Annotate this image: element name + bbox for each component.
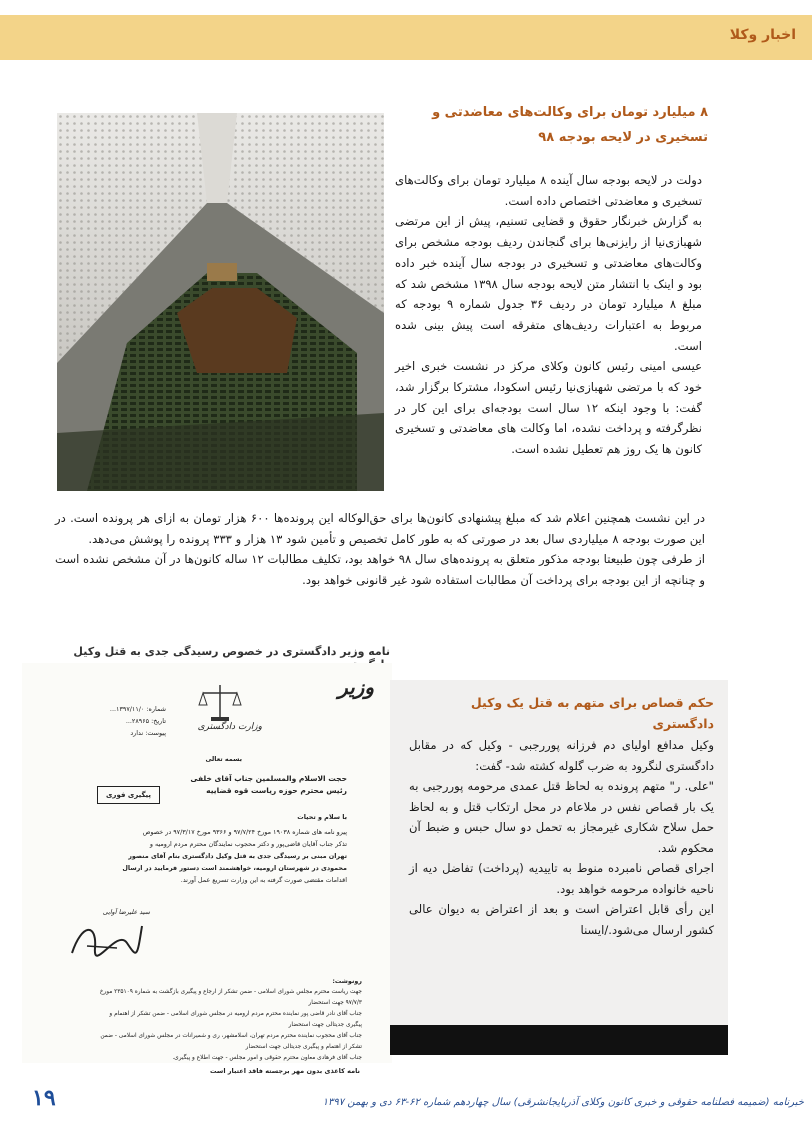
letter-footer-note: نامه کاغذی بدون مهر برجسته فاقد اعتبار است <box>210 1067 360 1075</box>
letter-number: شماره: ۱۳۹۷/۱۱/۰... <box>109 705 166 713</box>
article-paragraph: از طرفی چون طبیعتا بودجه مذکور متعلق به پرونده‌های سال ۹۸ خواهد بود، تکلیف مطالبات ۱۲ ساله کانون‌ها در آن مشخص نشده است و چنانچه از این بودجه برای پرداخت آن مطالبات استفاده شود غیر قانونی خواهد بود. <box>55 552 705 587</box>
signature-mark <box>67 918 147 963</box>
article-fullwidth-body <box>55 508 705 590</box>
article-paragraph: دولت در لایحه بودجه سال آینده ۸ میلیارد تومان برای وکالت‌های تسخیری و معاضدتی اختصاص داده است. <box>395 173 702 208</box>
letter-body-line: اقدامات مقتضی صورت گرفته به این وزارت تسریع عمل آورند. <box>180 876 347 884</box>
publication-info: خبرنامه (ضمیمه فصلنامه حقوقی و خبری کانون وکلای آذربایجانشرقی) سال چهاردهم شماره ۶۲-۶۳ دی و بهمن ۱۳۹۷ <box>322 1097 804 1108</box>
letter-body-line: تذکر جناب آقایان قاضی‌پور و دکتر محجوب نمایندگان محترم مردم ارومیه و <box>149 840 347 848</box>
signatory-name: سید علیرضا آوایی <box>102 908 150 916</box>
box-title: حکم قصاص برای متهم به قتل یک وکیل دادگستری <box>470 695 714 731</box>
box-footer-bar <box>390 1025 728 1055</box>
emblem-icon <box>197 683 243 723</box>
article-headline: ۸ میلیارد تومان برای وکالت‌های معاضدتی و تسخیری در لایحه بودجه ۹۸ <box>432 105 708 145</box>
box-paragraph: اجرای قصاص نامبرده منوط به تاییدیه (پرداخت) تفاضل دیه از ناحیه خانواده مرحومه خواهد بود. <box>409 861 714 896</box>
letter-header-title: وزیر <box>338 675 374 699</box>
cc-line: پیگیری جدیتالی جهت استحضار <box>288 1022 362 1028</box>
urgent-stamp: پیگیری فوری <box>97 786 160 804</box>
minister-letter-scan <box>22 663 392 1063</box>
letter-greeting: با سلام و تحیات <box>297 813 347 821</box>
box-body <box>409 735 714 940</box>
article-column-body <box>395 170 702 460</box>
ministry-name: وزارت دادگستری <box>197 722 262 732</box>
cc-line: جهت ریاست محترم مجلس شورای اسلامی - ضمن تشکر از ارجاع و پیگیری بازگشت به شماره ۲۳۵۱۰۹ مورخ <box>99 989 362 995</box>
cc-title: رونوشت: <box>332 977 362 985</box>
article-paragraph: در این نشست همچنین اعلام شد که مبلغ پیشنهادی کانون‌ها برای حق‌الوکاله این پرونده‌ها ۶۰۰ هزار تومان به ازای هر پرونده است. در این صورت بودجه ۸ میلیاردی سال بعد در صورتی که به طور کامل تخصیص و تأمین شود ۱۳ هزار و ۳۳۳ پرونده را پوشش می‌دهد. <box>55 511 705 546</box>
section-header-bar <box>0 15 812 60</box>
cc-line: جناب آقای نادر قاضی پور نماینده محترم مردم ارومیه در مجلس شورای اسلامی - ضمن تشکر از اهتمام و <box>109 1011 362 1017</box>
letter-date: تاریخ: ۲۸۹۶۵... <box>125 717 166 725</box>
news-box-qisas <box>390 680 728 1025</box>
letter-body-line: محمودی در شهرستان ارومیه، خواهشمند است دستور فرمایید در ارسال <box>122 864 347 872</box>
cc-line: تشکر از اهتمام و پیگیری جدیتالی جهت استحضار <box>245 1044 362 1050</box>
page-number: ۱۹ <box>32 1085 56 1111</box>
article-paragraph: عیسی امینی رئیس کانون وکلای مرکز در نشست خبری اخیر خود که با مرتضی شهبازی‌نیا رئیس اسکودا، مشترکا برگزار شد، گفت: با وجود اینکه ۱۲ سال است بودجه‌ای برای این کار در نظرگرفته و پرداخت نشده، اما وکالت های معاضدتی و تسخیری کانون ها یک روز هم تعطیل نشده است. <box>395 359 702 457</box>
recipient-title: رئیس محترم حوزه ریاست قوه قضاییه <box>206 786 347 795</box>
cc-line: ۹۷/۷/۳ جهت استحضار <box>308 1000 362 1006</box>
box-paragraph: "علی. ر" متهم پرونده به لحاظ قتل عمدی مرحومه پوررجبی به یک بار قصاص نفس در ملاعام در محل ارتکاب قتل و به لحاظ حمل سلاح شکاری غیرمجاز به تحمل دو سال حبس و ضبط آن محکوم شد. <box>409 779 714 855</box>
letter-body-line: تهران مبنی بر رسیدگی جدی به قتل وکیل دادگستری بنام آقای منصور <box>128 852 347 860</box>
section-title: اخبار وکلا <box>729 27 796 43</box>
article-paragraph: به گزارش خبرنگار حقوق و قضایی تسنیم، پیش از این مرتضی شهبازی‌نیا از رایزنی‌ها برای گنجاندن ردیف بودجه مشخص برای وکالت‌های معاضدتی و تسخیری در بودجه سال آینده خبر داده بود و اینک با انتشار متن لایحه بودجه سال ۱۳۹۸ مشخص شد که مبلغ ۸ میلیارد تومان در ردیف ۳۶ جدول شماره ۹ بودجه که مربوط به اعتبارات ردیف‌های متفرقه است پیش بینی شده است. <box>395 214 702 353</box>
recipient-name: حجت الاسلام والمسلمین جناب آقای خلفی <box>190 774 347 783</box>
letter-body-line: پیرو نامه های شماره ۱۹۰۳۸ مورخ ۹۷/۷/۲۴ و ۹۳۶۶ مورخ ۹۷/۳/۱۷ در خصوص <box>142 828 347 836</box>
letter-attachment: پیوست: ندارد <box>130 729 166 737</box>
box-paragraph: این رأی قابل اعتراض است و بعد از اعتراض به دیوان عالی کشور ارسال می‌شود./ایسنا <box>409 902 714 937</box>
cc-line: جناب آقای فرهادی معاون محترم حقوقی و امور مجلس - جهت اطلاع و پیگیری. <box>172 1055 362 1061</box>
cc-line: جناب آقای محجوب نماینده محترم مردم تهران، اسلامشهر، ری و شمیرانات در مجلس شورای اسلامی - ضمن <box>100 1033 362 1039</box>
letter-caption: نامه وزیر دادگستری در خصوص رسیدگی جدی به قتل وکیل <box>73 645 390 658</box>
parliament-hall-photo <box>57 113 384 491</box>
bismillah: بسمه تعالی <box>205 755 242 763</box>
box-paragraph: وکیل مدافع اولیای دم فرزانه پوررجبی - وکیل که در مقابل دادگستری لنگرود به ضرب گلوله کشته شد- گفت: <box>409 738 714 773</box>
